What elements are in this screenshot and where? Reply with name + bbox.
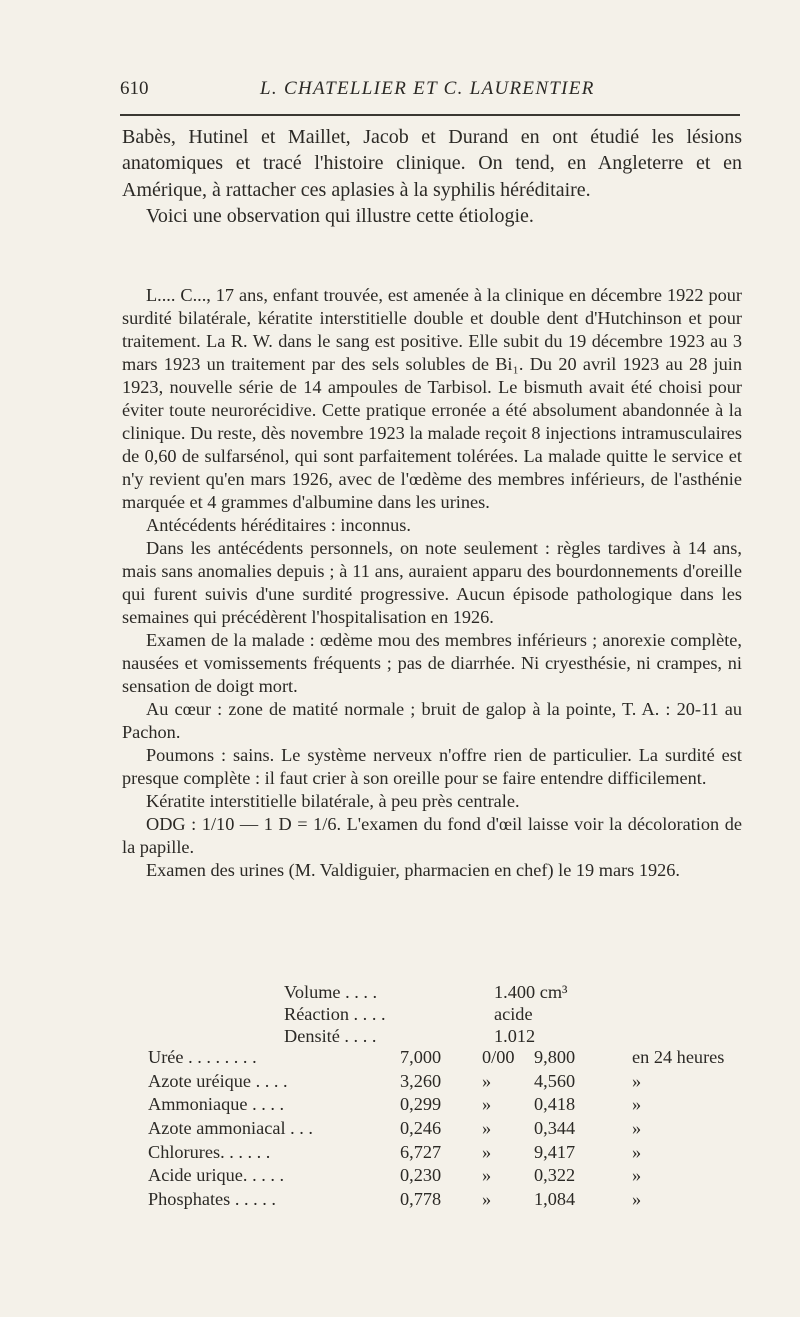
per-liter-unit: » bbox=[482, 1118, 492, 1139]
analyte-name: Phosphates . . . . . bbox=[148, 1188, 276, 1209]
per-day-unit: » bbox=[632, 1165, 642, 1186]
per-day-unit: » bbox=[632, 1141, 642, 1162]
per-day-value: 0,418 bbox=[534, 1094, 576, 1115]
urine-analysis-row bbox=[148, 1188, 724, 1212]
per-liter-value: 3,260 bbox=[400, 1070, 442, 1091]
observation-paragraph: Poumons : sains. Le système nerveux n'offre rien de particulier. La surdité est presque complète : il faut crier à son oreille pour se faire entendre difficilement. bbox=[122, 745, 742, 788]
header-rule bbox=[120, 114, 740, 116]
urine-general-value: acide bbox=[494, 1004, 533, 1024]
urine-analysis-row bbox=[148, 1164, 724, 1188]
per-liter-unit: » bbox=[482, 1070, 492, 1091]
per-day-value: 4,560 bbox=[534, 1070, 576, 1091]
urine-general-label: Réaction . . . . bbox=[284, 1004, 386, 1024]
analyte-name: Azote uréique . . . . bbox=[148, 1070, 288, 1091]
analyte-name: Ammoniaque . . . . bbox=[148, 1094, 285, 1115]
per-day-value: 9,800 bbox=[534, 1047, 576, 1068]
per-liter-value: 0,778 bbox=[400, 1188, 442, 1209]
observation-paragraph: Examen des urines (M. Valdiguier, pharmacien en chef) le 19 mars 1926. bbox=[146, 860, 680, 880]
per-liter-value: 6,727 bbox=[400, 1141, 442, 1162]
observation-paragraph: Dans les antécédents personnels, on note seulement : règles tardives à 14 ans, mais sans anomalies depuis ; à 11 ans, auraient apparu des bourdonnements d'oreille qui furent suivis d'une surdité progressive. Aucun épisode pathologique dans les semaines qui précédèrent l'hospitalisation en 1926. bbox=[122, 538, 742, 627]
observation-paragraph: ODG : 1/10 — 1 D = 1/6. L'examen du fond d'œil laisse voir la décoloration de la papille. bbox=[122, 814, 742, 857]
urine-analysis-row bbox=[148, 1117, 724, 1141]
urine-analysis-row bbox=[148, 1140, 724, 1164]
per-day-value: 0,344 bbox=[534, 1118, 576, 1139]
observation-paragraph: Antécédents héréditaires : inconnus. bbox=[146, 515, 411, 535]
per-liter-value: 0,246 bbox=[400, 1118, 442, 1139]
observation-paragraph: Kératite interstitielle bilatérale, à peu près centrale. bbox=[146, 791, 520, 811]
observation-section bbox=[122, 284, 742, 882]
per-liter-value: 0,299 bbox=[400, 1094, 442, 1115]
per-liter-value: 0,230 bbox=[400, 1165, 442, 1186]
analyte-name: Chlorures. . . . . . bbox=[148, 1141, 271, 1162]
running-title: L. CHATELLIER ET C. LAURENTIER bbox=[260, 78, 595, 99]
observation-paragraph: Examen de la malade : œdème mou des membres inférieurs ; anorexie complète, nausées et vomissements fréquents ; pas de diarrhée. Ni cryesthésie, ni crampes, ni sensation de doigt mort. bbox=[122, 630, 742, 696]
per-liter-unit: » bbox=[482, 1165, 492, 1186]
urine-analysis-row bbox=[148, 1046, 724, 1070]
per-liter-unit: » bbox=[482, 1188, 492, 1209]
observation-paragraph: Au cœur : zone de matité normale ; bruit de galop à la pointe, T. A. : 20-11 au Pachon. bbox=[122, 699, 742, 742]
intro-section bbox=[122, 124, 742, 230]
urine-general-label: Volume . . . . bbox=[284, 982, 378, 1002]
per-day-unit: » bbox=[632, 1118, 642, 1139]
per-day-unit: » bbox=[632, 1094, 642, 1115]
analyte-name: Acide urique. . . . . bbox=[148, 1165, 285, 1186]
per-liter-value: 7,000 bbox=[400, 1047, 442, 1068]
observation-paragraph: L.... C..., 17 ans, enfant trouvée, est amenée à la clinique en décembre 1922 pour surdité bilatérale, kératite interstitielle double et double dent d'Hutchinson et pour traitement. La R. W. dans le sang est positive. Elle subit du 19 décembre 1923 au 3 mars 1923 un traitement par des sels solubles de Bi₁. Du 20 avril 1923 au 28 juin 1923, nouvelle série de 14 ampoules de Tarbisol. Le bismuth avait été choisi pour éviter toute neurorécidive. Cette pratique erronée a été absolument abandonnée à la clinique. Du reste, dès novembre 1923 la malade reçoit 8 injections intramusculaires de 0,60 de sulfarsénol, qui sont parfaitement tolérées. La malade quitte le service et n'y revient qu'en mars 1926, avec de l'œdème des membres inférieurs, de l'asthénie marquée et 4 grammes d'albumine dans les urines. bbox=[122, 285, 742, 512]
per-day-unit: » bbox=[632, 1070, 642, 1091]
urine-analysis-row bbox=[148, 1093, 724, 1117]
analyte-name: Azote ammoniacal . . . bbox=[148, 1118, 313, 1139]
per-day-value: 1,084 bbox=[534, 1188, 576, 1209]
per-liter-unit: » bbox=[482, 1141, 492, 1162]
per-day-unit: en 24 heures bbox=[632, 1047, 725, 1068]
per-day-value: 9,417 bbox=[534, 1141, 576, 1162]
urine-general-label: Densité . . . . bbox=[284, 1026, 377, 1046]
page-header bbox=[120, 78, 742, 104]
per-liter-unit: » bbox=[482, 1094, 492, 1115]
per-liter-unit: 0/00 bbox=[482, 1047, 515, 1068]
per-day-unit: » bbox=[632, 1188, 642, 1209]
urine-analysis-row bbox=[148, 1070, 724, 1094]
intro-paragraph: Babès, Hutinel et Maillet, Jacob et Durand en ont étudié les lésions anatomiques et tracé l'histoire clinique. On tend, en Angleterre et en Amérique, à rattacher ces aplasies à la syphilis héréditaire. bbox=[122, 126, 742, 201]
urine-analysis-table bbox=[148, 1046, 724, 1211]
page-number: 610 bbox=[120, 78, 149, 99]
urine-general-value: 1.012 bbox=[494, 1026, 536, 1046]
per-day-value: 0,322 bbox=[534, 1165, 576, 1186]
intro-paragraph: Voici une observation qui illustre cette étiologie. bbox=[146, 205, 534, 228]
analyte-name: Urée . . . . . . . . bbox=[148, 1047, 257, 1068]
urine-general-value: 1.400 cm³ bbox=[494, 982, 568, 1002]
